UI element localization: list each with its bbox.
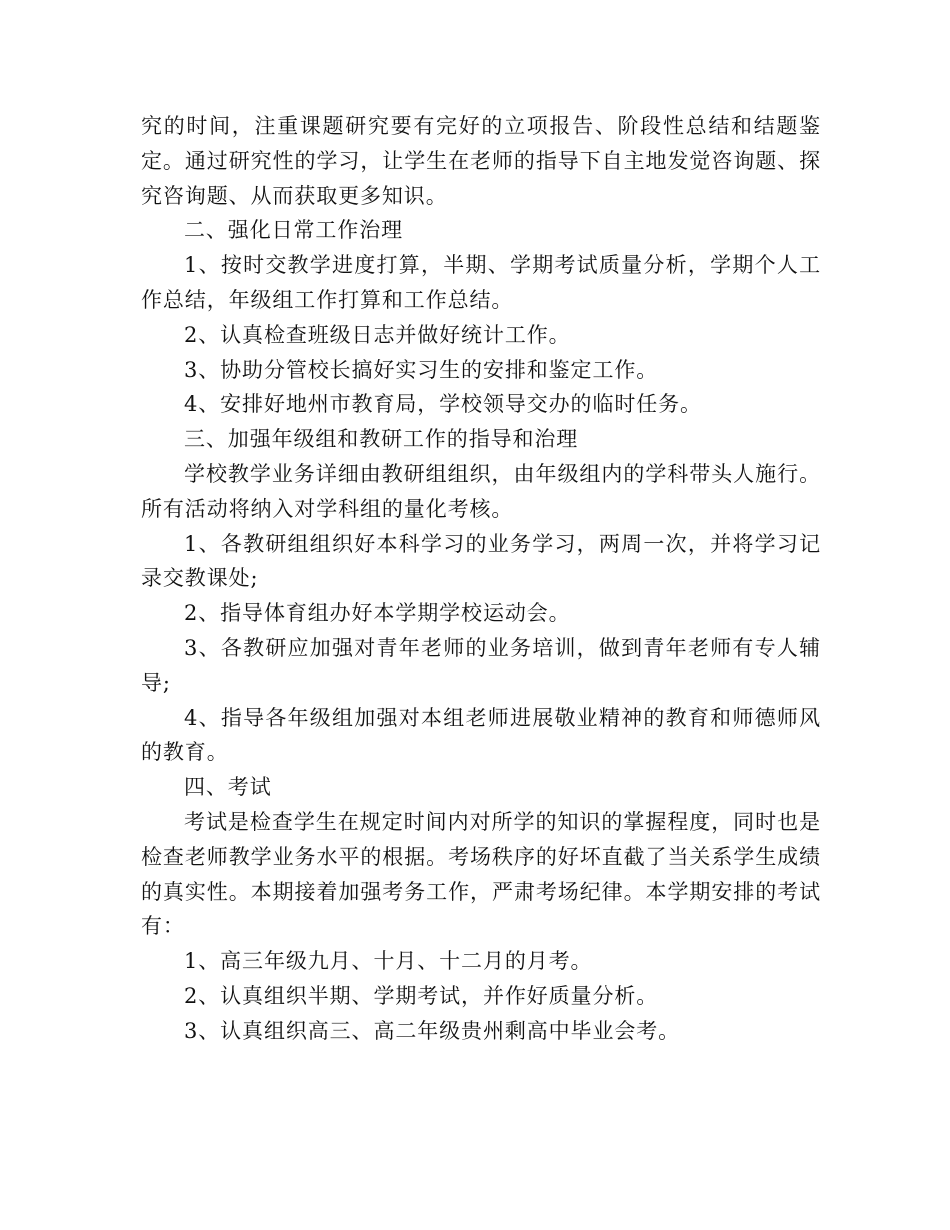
- list-item: 3、认真组织高三、高二年级贵州剩高中毕业会考。: [184, 1018, 681, 1043]
- section-heading-3: 三、加强年级组和教研工作的指导和治理: [184, 427, 579, 452]
- list-item: 2、指导体育组办好本学期学校运动会。: [184, 601, 571, 626]
- list-item: 3、各教研应加强对青年老师的业务培训，做到青年老师有专人辅导;: [141, 635, 821, 695]
- list-item: 1、按时交教学进度打算，半期、学期考试质量分析，学期个人工作总结，年级组工作打算和工作总结。: [141, 253, 821, 312]
- list-item: 4、指导各年级组加强对本组老师进展敬业精神的教育和师德师风的教育。: [141, 705, 821, 765]
- list-item: 2、认真组织半期、学期考试，并作好质量分析。: [184, 983, 659, 1008]
- paragraph-continuation: 究的时间，注重课题研究要有完好的立项报告、阶段性总结和结题鉴定。通过研究性的学习，让学生在老师的指导下自主地发觉咨询题、探究咨询题、从而获取更多知识。: [141, 114, 821, 208]
- document-body: [141, 109, 821, 1049]
- list-item: 1、各教研组组织好本科学习的业务学习，两周一次，并将学习记录交教课处;: [141, 531, 821, 591]
- list-item: 1、高三年级九月、十月、十二月的月考。: [184, 949, 593, 974]
- list-item: 2、认真检查班级日志并做好统计工作。: [184, 322, 571, 347]
- list-item: 3、协助分管校长搞好实习生的安排和鉴定工作。: [184, 357, 659, 382]
- section-heading-2: 二、强化日常工作治理: [184, 218, 403, 243]
- body-paragraph: 学校教学业务详细由教研组组织，由年级组内的学科带头人施行。所有活动将纳入对学科组的量化考核。: [141, 461, 821, 521]
- list-item: 4、安排好地州市教育局，学校领导交办的临时任务。: [184, 392, 702, 417]
- section-heading-4: 四、考试: [184, 775, 272, 800]
- body-paragraph: 考试是检查学生在规定时间内对所学的知识的掌握程度，同时也是检查老师教学业务水平的根据。考场秩序的好坏直截了当关系学生成绩的真实性。本期接着加强考务工作，严肃考场纪律。本学期安排的考试有：: [141, 809, 821, 939]
